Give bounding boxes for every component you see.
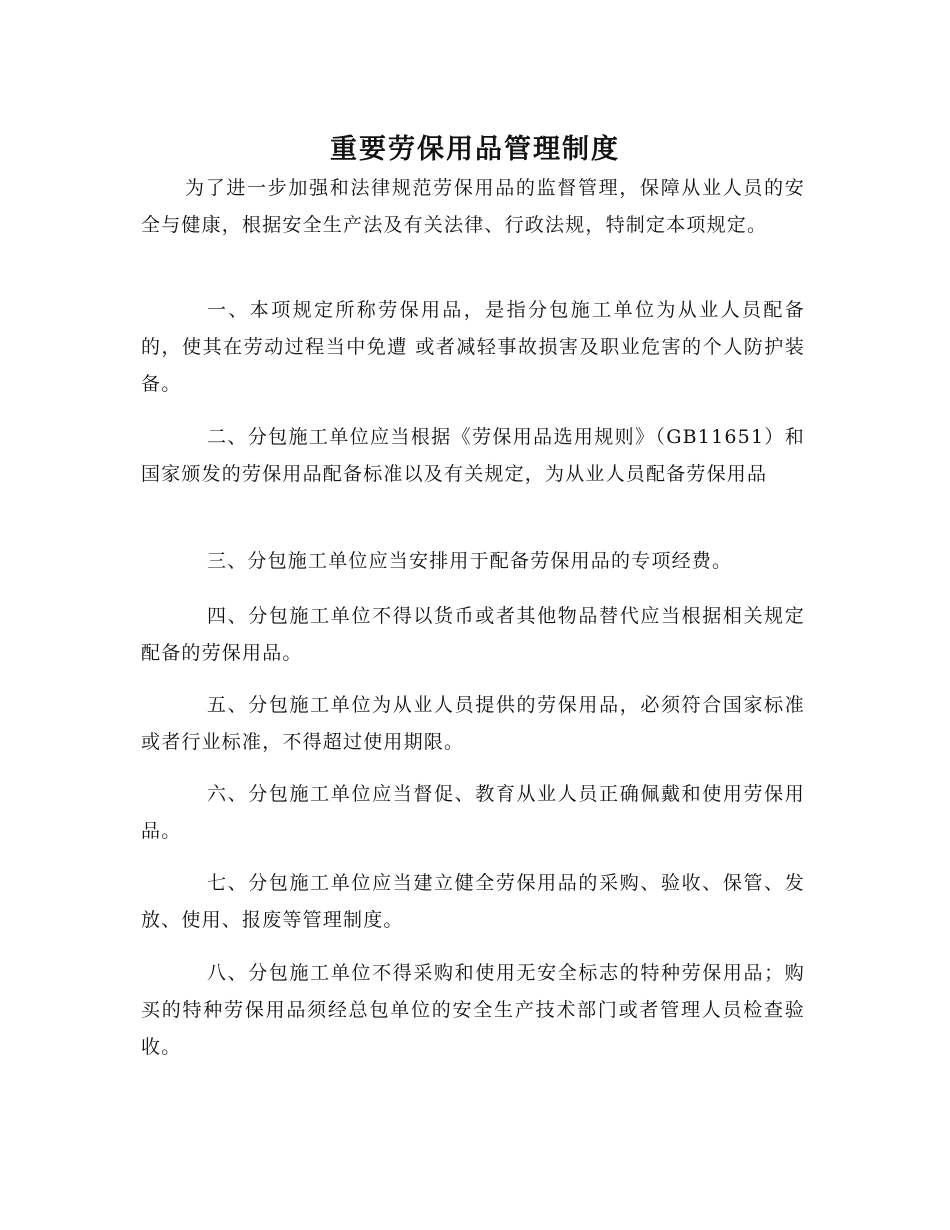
clause-paragraph-6: 六、分包施工单位应当督促、教育从业人员正确佩戴和使用劳保用品。 <box>141 783 805 842</box>
clause-paragraph-5: 五、分包施工单位为从业人员提供的劳保用品，必须符合国家标准或者行业标准，不得超过使用期限。 <box>141 694 805 753</box>
clause-paragraph-3: 三、分包施工单位应当安排用于配备劳保用品的专项经费。 <box>207 550 733 572</box>
clause-paragraph-2: 二、分包施工单位应当根据《劳保用品选用规则》（GB11651）和国家颁发的劳保用品配备标准以及有关规定，为从业人员配备劳保用品 <box>141 426 805 485</box>
clause-paragraph-7: 七、分包施工单位应当建立健全劳保用品的采购、验收、保管、发放、使用、报废等管理制度。 <box>141 872 805 931</box>
clause-paragraph-4: 四、分包施工单位不得以货币或者其他物品替代应当根据相关规定配备的劳保用品。 <box>141 605 805 664</box>
clause-paragraph-8: 八、分包施工单位不得采购和使用无安全标志的特种劳保用品；购买的特种劳保用品须经总包单位的安全生产技术部门或者管理人员检查验收。 <box>141 962 805 1058</box>
clause-paragraph-1: 一、本项规定所称劳保用品，是指分包施工单位为从业人员配备的，使其在劳动过程当中免遭 或者减轻事故损害及职业危害的个人防护装备。 <box>141 299 805 395</box>
document-title: 重要劳保用品管理制度 <box>330 134 620 166</box>
intro-paragraph: 为了进一步加强和法律规范劳保用品的监督管理，保障从业人员的安全与健康，根据安全生产法及有关法律、行政法规，特制定本项规定。 <box>141 177 805 236</box>
